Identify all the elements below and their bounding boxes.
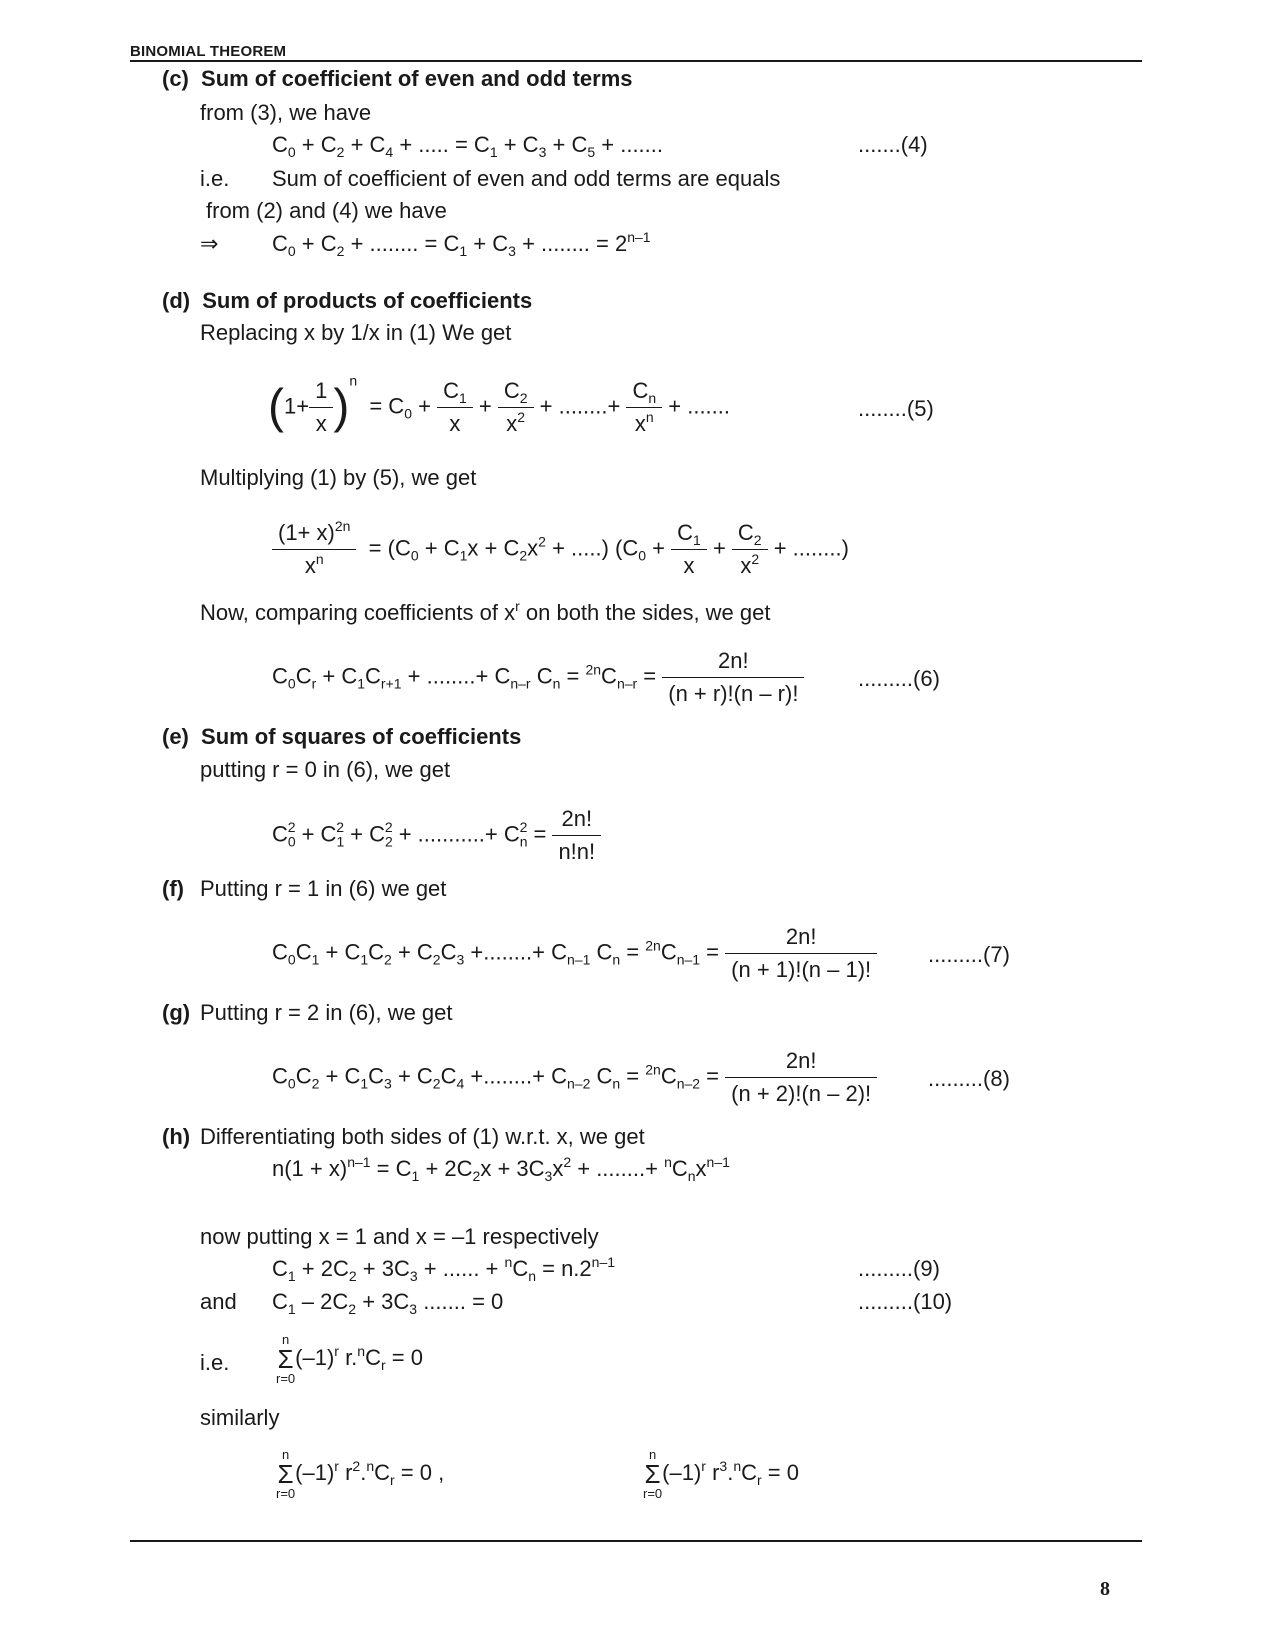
equation-tag-6: .........(6) — [858, 666, 940, 691]
section-h-text: Differentiating both sides of (1) w.r.t. x, we get — [200, 1124, 645, 1149]
header-rule — [130, 60, 1142, 62]
section-h-line2: now putting x = 1 and x = –1 respectively — [200, 1224, 599, 1249]
ie-label: i.e. — [200, 166, 230, 191]
section-d-line2: Multiplying (1) by (5), we get — [200, 465, 477, 490]
running-header: BINOMIAL THEOREM — [130, 43, 287, 60]
equation-squares: $C_0^2 + C_1^2 + C_2^2$ + ...........+ $C_n^2$ = $\frac{2n!}{n!n!}$ — [272, 806, 601, 865]
similarly-label: similarly — [200, 1405, 280, 1430]
equation-5: (1+ $\frac{1}{x}$ )$^n = C_0$ + $\frac{C_1}{x}$ + $\frac{C_2}{x^2}$ + ........+ $\frac{C_n}{x^n}$ + ....... — [268, 372, 730, 436]
equation-even-odd-sum: $C_0 + C_2$ + ........ = $C_1 + C_3$ + ........ = $2^{n-1}$ — [272, 229, 651, 259]
section-c-title: Sum of coefficient of even and odd terms — [201, 66, 633, 91]
section-d-label: (d) — [162, 288, 191, 313]
section-d-line3-sup: r — [515, 598, 520, 614]
equation-tag-10: .........(10) — [858, 1289, 953, 1314]
section-f-label: (f) — [162, 876, 184, 901]
section-e-line1: putting r = 0 in (6), we get — [200, 757, 451, 782]
section-e-label: (e) — [162, 724, 189, 749]
ie-label-2: i.e. — [200, 1350, 230, 1375]
section-d-line3 — [200, 600, 771, 626]
section-c-heading — [162, 66, 633, 92]
equation-tag-9: .........(9) — [858, 1256, 940, 1281]
section-d-heading — [162, 288, 532, 314]
section-c-label: (c) — [162, 66, 189, 91]
section-e-heading — [162, 724, 521, 750]
section-d-line3-b: on both the sides, we get — [519, 600, 771, 625]
equation-9: $C_1 + 2C_2 + 3C_3$ + ...... + $^nC_n = n.2^{n-1}$ — [272, 1254, 616, 1284]
section-c-line3: from (2) and (4) we have — [206, 198, 447, 223]
and-label: and — [200, 1289, 237, 1314]
page-number: 8 — [1100, 1578, 1110, 1600]
section-f-text: Putting r = 1 in (6) we get — [200, 876, 447, 901]
section-h-label: (h) — [162, 1124, 191, 1149]
equation-6: $C_0C_r + C_1C_{r+1}$ + ........+ $C_{n-r}$ $C_n = ^{2n}C_{n-r}$ = $\frac{2n!}{(n + r)!(n - r)!}$ — [272, 648, 804, 707]
equation-product: $\frac{(1+ x)^{2n}}{x^n}$ = ($C_0 + C_1x + C_2x^2$ + .....) ($C_0$ + $\frac{C_1}{x}$ + $\frac{C_2}{x^2}$ + ........) — [272, 520, 849, 579]
equation-derivative: $n(1 + x)^{n-1} = C_1 + 2C_2x + 3C_3x^2$ + ........+ $^nC_nx^{n-1}$ — [272, 1154, 730, 1184]
section-g-text: Putting r = 2 in (6), we get — [200, 1000, 453, 1025]
equation-tag-4: .......(4) — [858, 132, 928, 157]
section-g-label: (g) — [162, 1000, 191, 1025]
section-d-line3-a: Now, comparing coefficients of x — [200, 600, 516, 625]
section-e-title: Sum of squares of coefficients — [201, 724, 522, 749]
equation-10: $C_1 - 2C_2 + 3C_3$ ....... = 0 — [272, 1289, 504, 1317]
equation-tag-8: .........(8) — [928, 1066, 1010, 1091]
equation-sum-r3: n Σ r=0 $(-1)^r$ $r^3.^nC_r = 0$ — [643, 1447, 799, 1501]
section-d-title: Sum of products of coefficients — [202, 288, 533, 313]
equation-sum-r: n Σ r=0 $(-1)^r$ $r.^nC_r = 0$ — [276, 1332, 423, 1386]
implies-symbol: ⇒ — [200, 231, 219, 256]
equation-tag-5: ........(5) — [858, 396, 934, 421]
section-d-line1: Replacing x by 1/x in (1) We get — [200, 320, 512, 345]
section-c-line1: from (3), we have — [200, 100, 372, 125]
equation-7: $C_0C_1 + C_1C_2 + C_2C_3$ +........+ $C_{n-1}$ $C_n = ^{2n}C_{n-1}$ = $\frac{2n!}{(n + 1)!(n - 1)!}$ — [272, 924, 877, 983]
equation-8: $C_0C_2 + C_1C_3 + C_2C_4$ +........+ $C_{n-2}$ $C_n = ^{2n}C_{n-2}$ = $\frac{2n!}{(n + 2)!(n - 2)!}$ — [272, 1048, 877, 1107]
equation-sum-r2: n Σ r=0 $(-1)^r$ $r^2.^nC_r = 0$ , — [276, 1447, 445, 1501]
equation-tag-7: .........(7) — [928, 942, 1010, 967]
footer-rule — [130, 1540, 1142, 1542]
ie-text: Sum of coefficient of even and odd terms are equals — [272, 166, 781, 191]
equation-4: $C_0 + C_2 + C_4$ + ..... = $C_1 + C_3 + C_5$ + ....... — [272, 132, 663, 160]
